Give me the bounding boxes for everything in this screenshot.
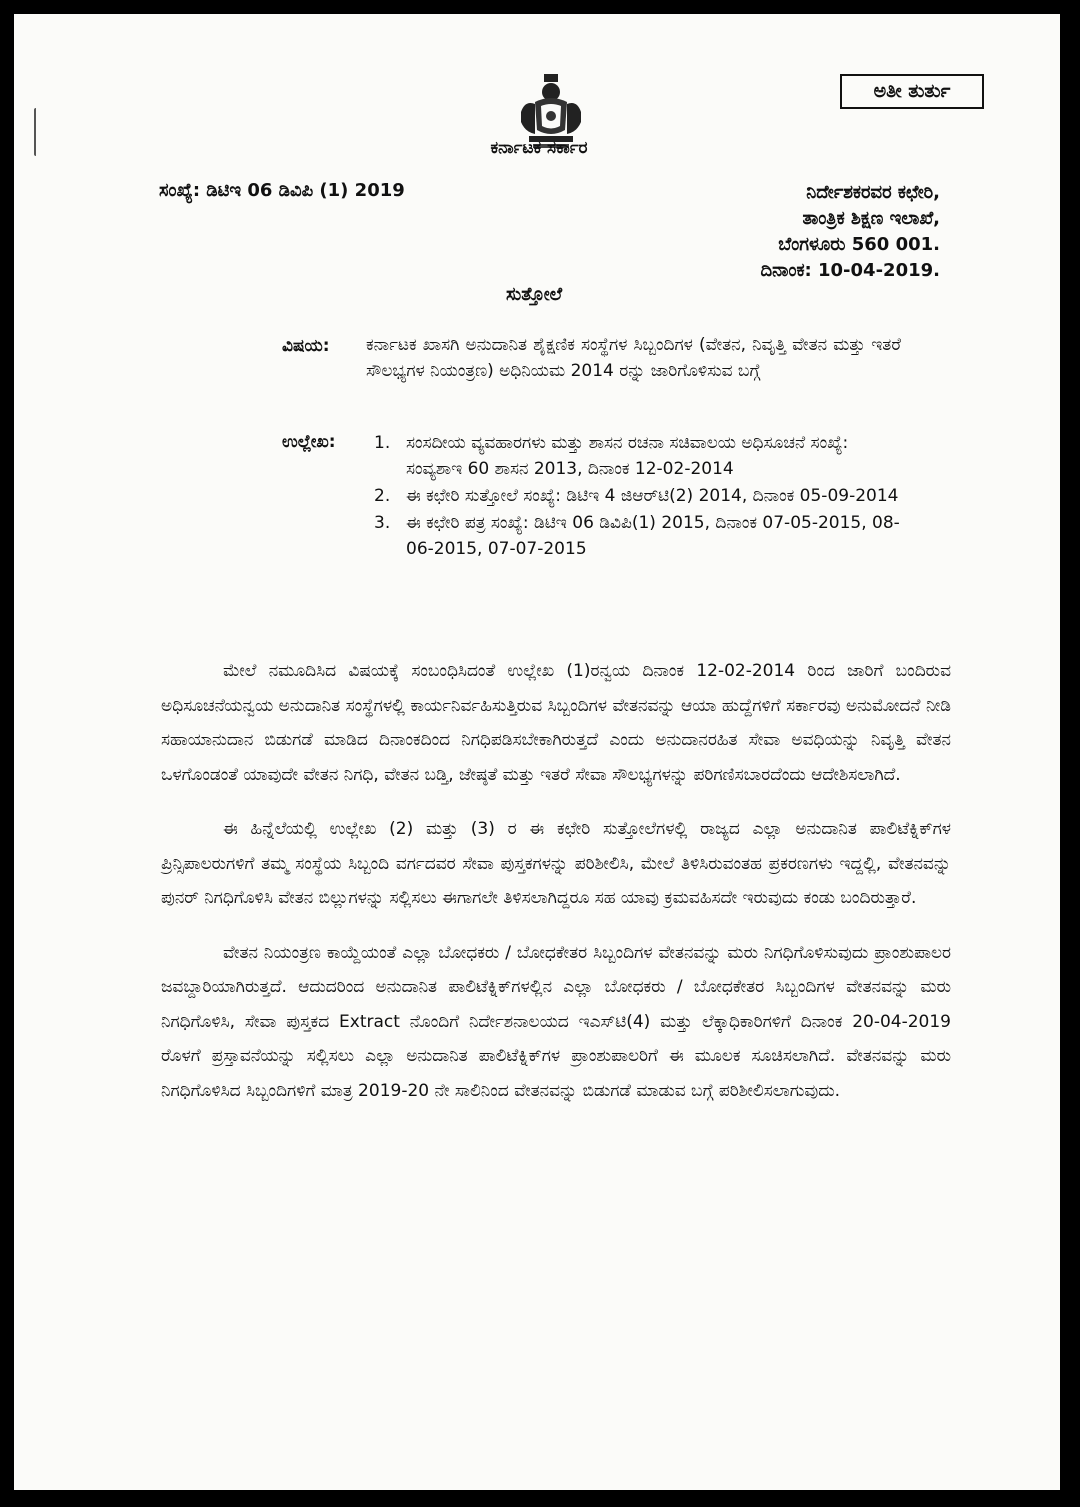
reference-item: [374, 483, 901, 509]
subject-label: ವಿಷಯ:: [282, 336, 330, 356]
reference-text: ಈ ಕಛೇರಿ ಸುತ್ತೋಲೆ ಸಂಖ್ಯೆ: ಡಿಟಿಇ 4 ಜಿಆರ್‌ಟಿ(2) 2014, ದಿನಾಂಕ 05-09-2014: [406, 486, 899, 506]
reference-text: ಸಂಸದೀಯ ವ್ಯವಹಾರಗಳು ಮತ್ತು ಶಾಸನ ರಚನಾ ಸಚಿವಾಲಯ ಅಧಿಸೂಚನೆ ಸಂಖ್ಯೆ: ಸಂವ್ಯಶಾಇ 60 ಶಾಸನ 2013, ದಿನಾಂಕ 12-02-2014: [406, 433, 849, 479]
reference-number-label: 2.: [374, 486, 391, 506]
margin-mark: [34, 108, 39, 156]
office-line: ತಾಂತ್ರಿಕ ಶಿಕ್ಷಣ ಇಲಾಖೆ,: [802, 208, 940, 229]
document-page: [14, 14, 1060, 1490]
reference-item: [374, 430, 901, 482]
office-line: ಬೆಂಗಳೂರು 560 001.: [778, 234, 940, 255]
government-title: ಕರ್ನಾಟಕ ಸರ್ಕಾರ: [490, 138, 588, 158]
body-text: [161, 654, 951, 1128]
subject-text: ಕರ್ನಾಟಕ ಖಾಸಗಿ ಅನುದಾನಿತ ಶೈಕ್ಷಣಿಕ ಸಂಸ್ಥೆಗಳ ಸಿಬ್ಬಂದಿಗಳ (ವೇತನ, ನಿವೃತ್ತಿ ವೇತನ ಮತ್ತು ಇತರೆ ಸೌಲಭ್ಯಗಳ ನಿಯಂತ್ರಣ) ಅಧಿನಿಯಮ 2014 ರನ್ನು ಜಾರಿಗೊಳಿಸುವ ಬಗ್ಗೆ: [366, 335, 901, 381]
office-line: ನಿರ್ದೇಶಕರವರ ಕಛೇರಿ,: [806, 182, 940, 203]
paragraph: ವೇತನ ನಿಯಂತ್ರಣ ಕಾಯ್ದೆಯಂತೆ ಎಲ್ಲಾ ಬೋಧಕರು / ಬೋಧಕೇತರ ಸಿಬ್ಬಂದಿಗಳ ವೇತನವನ್ನು ಮರು ನಿಗಧಿಗೊಳಿಸುವುದು ಪ್ರಾಂಶುಪಾಲರ ಜವಬ್ದಾರಿಯಾಗಿರುತ್ತದೆ. ಆದುದರಿಂದ ಅನುದಾನಿತ ಪಾಲಿಟೆಕ್ನಿಕ್‌ಗಳಲ್ಲಿನ ಎಲ್ಲಾ ಬೋಧಕರು / ಬೋಧಕೇತರ ಸಿಬ್ಬಂದಿಗಳ ವೇತನವನ್ನು ಮರು ನಿಗಧಿಗೊಳಿಸಿ, ಸೇವಾ ಪುಸ್ತಕದ Extract ನೊಂದಿಗೆ ನಿರ್ದೇಶನಾಲಯದ ಇಎಸ್‌ಟಿ(4) ಮತ್ತು ಲೆಕ್ಕಾಧಿಕಾರಿಗಳಿಗೆ ದಿನಾಂಕ 20-04-2019 ರೊಳಗೆ ಪ್ರಸ್ತಾವನೆಯನ್ನು ಸಲ್ಲಿಸಲು ಎಲ್ಲಾ ಅನುದಾನಿತ ಪಾಲಿಟೆಕ್ನಿಕ್‌ಗಳ ಪ್ರಾಂಶುಪಾಲರಿಗೆ ಈ ಮೂಲಕ ಸೂಚಿಸಲಾಗಿದೆ. ವೇತನವನ್ನು ಮರು ನಿಗಧಿಗೊಳಿಸಿದ ಸಿಬ್ಬಂದಿಗಳಿಗೆ ಮಾತ್ರ 2019-20 ನೇ ಸಾಲಿನಿಂದ ವೇತನವನ್ನು ಬಿಡುಗಡೆ ಮಾಡುವ ಬಗ್ಗೆ ಪರಿಶೀಲಿಸಲಾಗುವುದು.: [161, 942, 951, 1101]
office-address: [760, 180, 940, 284]
reference-item: [374, 510, 901, 562]
reference-text: ಈ ಕಛೇರಿ ಪತ್ರ ಸಂಖ್ಯೆ: ಡಿಟಿಇ 06 ಡಿವಿಪಿ(1) 2015, ದಿನಾಂಕ 07-05-2015, 08-06-2015, 07-07-2015: [406, 513, 900, 559]
reference-number-label: 3.: [374, 513, 391, 533]
issue-date: ದಿನಾಂಕ: 10-04-2019.: [760, 260, 940, 281]
reference-number: ಸಂಖ್ಯೆ: ಡಿಟಿಇ 06 ಡಿವಿಪಿ (1) 2019: [159, 180, 405, 201]
reference-number-label: 1.: [374, 433, 391, 453]
circular-title: ಸುತ್ತೋಲೆ: [505, 284, 563, 305]
references-list: [374, 430, 901, 563]
urgent-stamp: ಅತೀ ತುರ್ತು: [840, 74, 984, 109]
paragraph: ಮೇಲೆ ನಮೂದಿಸಿದ ವಿಷಯಕ್ಕೆ ಸಂಬಂಧಿಸಿದಂತೆ ಉಲ್ಲೇಖ (1)ರನ್ವಯ ದಿನಾಂಕ 12-02-2014 ರಿಂದ ಜಾರಿಗೆ ಬಂದಿರುವ ಅಧಿಸೂಚನೆಯನ್ವಯ ಅನುದಾನಿತ ಸಂಸ್ಥೆಗಳಲ್ಲಿ ಕಾರ್ಯನಿರ್ವಹಿಸುತ್ತಿರುವ ಸಿಬ್ಬಂದಿಗಳ ವೇತನವನ್ನು ಆಯಾ ಹುದ್ದೆಗಳಿಗೆ ಸರ್ಕಾರವು ಅನುಮೋದನೆ ನೀಡಿ ಸಹಾಯಾನುದಾನ ಬಿಡುಗಡೆ ಮಾಡಿದ ದಿನಾಂಕದಿಂದ ನಿಗಧಿಪಡಿಸಬೇಕಾಗಿರುತ್ತದೆ ಎಂದು ಅನುದಾನರಹಿತ ಸೇವಾ ಅವಧಿಯನ್ನು ನಿವೃತ್ತಿ ವೇತನ ಒಳಗೊಂಡಂತೆ ಯಾವುದೇ ವೇತನ ನಿಗಧಿ, ವೇತನ ಬಡ್ತಿ, ಜೇಷ್ಠತೆ ಮತ್ತು ಇತರೆ ಸೇವಾ ಸೌಲಭ್ಯಗಳನ್ನು ಪರಿಗಣಿಸಬಾರದೆಂದು ಆದೇಶಿಸಲಾಗಿದೆ.: [161, 661, 951, 785]
references-label: ಉಲ್ಲೇಖ:: [282, 432, 336, 452]
paragraph: ಈ ಹಿನ್ನೆಲೆಯಲ್ಲಿ ಉಲ್ಲೇಖ (2) ಮತ್ತು (3) ರ ಈ ಕಛೇರಿ ಸುತ್ತೋಲೆಗಳಲ್ಲಿ ರಾಜ್ಯದ ಎಲ್ಲಾ ಅನುದಾನಿತ ಪಾಲಿಟೆಕ್ನಿಕ್‌ಗಳ ಪ್ರಿನ್ಸಿಪಾಲರುಗಳಿಗೆ ತಮ್ಮ ಸಂಸ್ಥೆಯ ಸಿಬ್ಬಂದಿ ವರ್ಗದವರ ಸೇವಾ ಪುಸ್ತಕಗಳನ್ನು ಪರಿಶೀಲಿಸಿ, ಮೇಲೆ ತಿಳಿಸಿರುವಂತಹ ಪ್ರಕರಣಗಳು ಇದ್ದಲ್ಲಿ, ವೇತನವನ್ನು ಪುನರ್ ನಿಗಧಿಗೊಳಿಸಿ ವೇತನ ಬಿಲ್ಲುಗಳನ್ನು ಸಲ್ಲಿಸಲು ಈಗಾಗಲೇ ತಿಳಿಸಲಾಗಿದ್ದರೂ ಸಹ ಯಾವು ಕ್ರಮವಹಿಸದೇ ಇರುವುದು ಕಂಡು ಬಂದಿರುತ್ತಾರೆ.: [161, 819, 951, 908]
